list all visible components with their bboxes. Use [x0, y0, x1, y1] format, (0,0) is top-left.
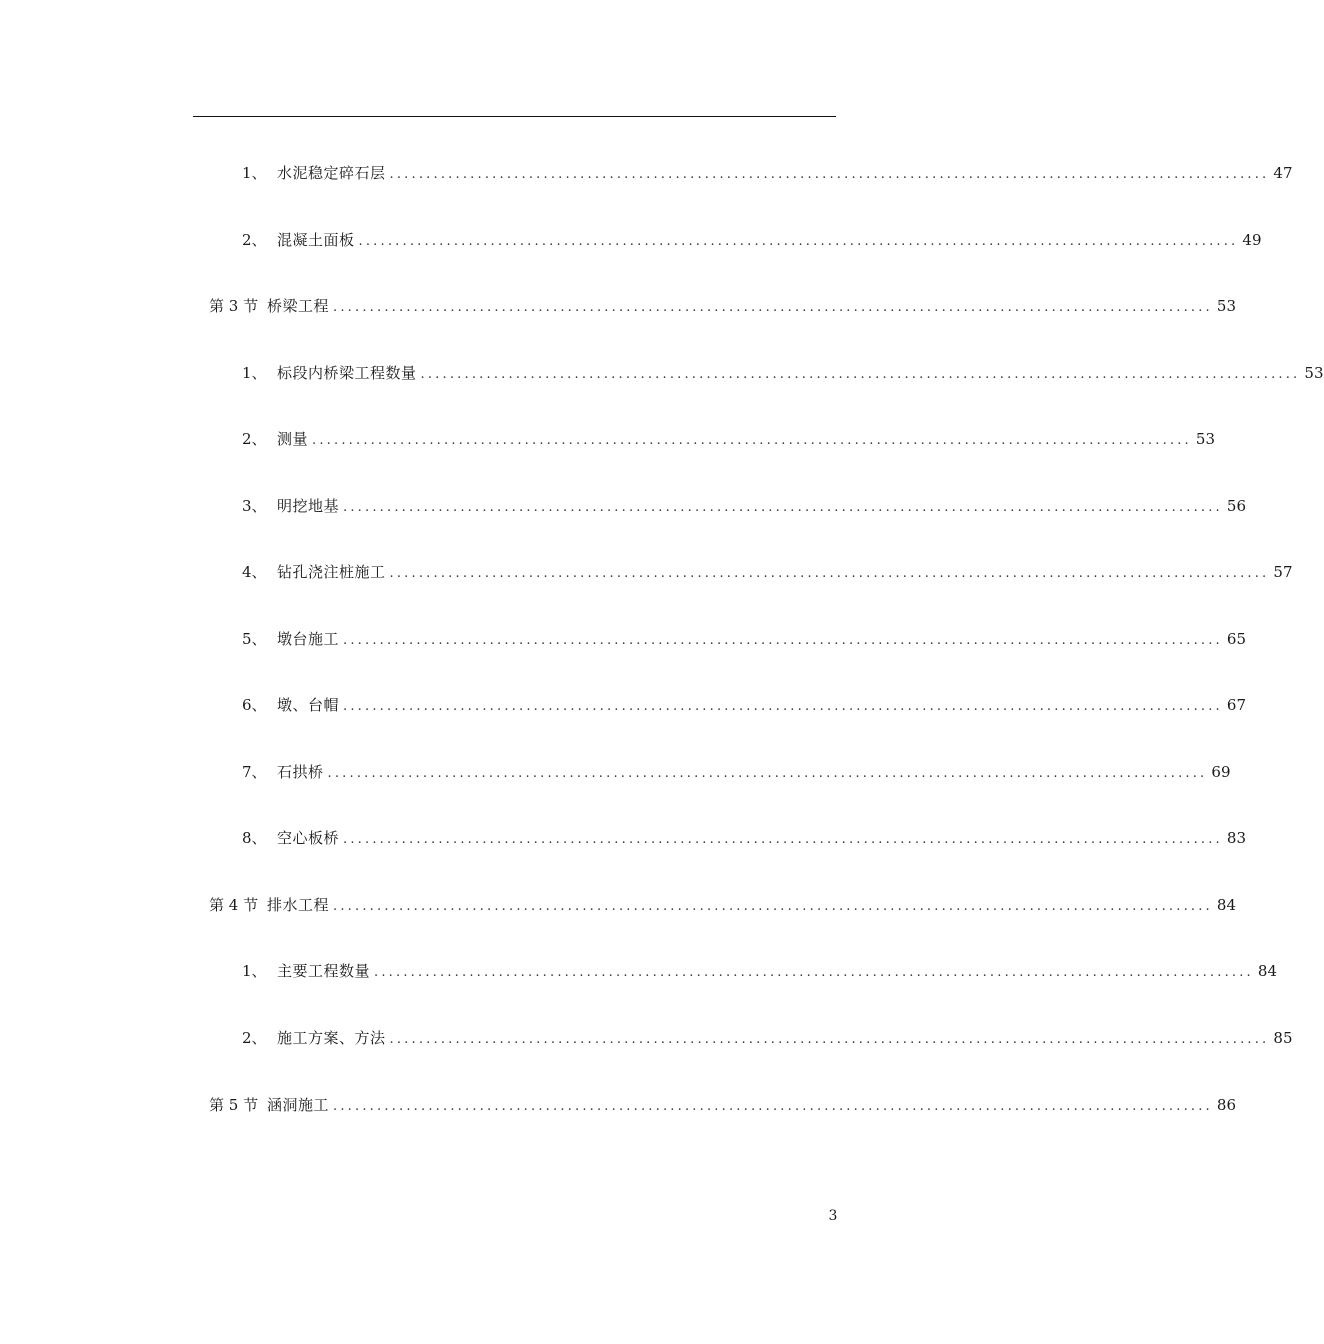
toc-entry-title: 空心板桥	[277, 829, 340, 847]
toc-entry-number: 1、	[242, 164, 267, 182]
toc-entry-number: 4、	[242, 563, 267, 581]
toc-entry[interactable]	[242, 427, 1215, 451]
toc-entry-title: 主要工程数量	[277, 962, 371, 980]
toc-entry-page: 69	[1211, 763, 1231, 781]
toc-entry-title: 测量	[277, 430, 309, 448]
toc-entry-page: 57	[1273, 563, 1293, 581]
toc-entry-page: 65	[1226, 630, 1246, 648]
toc-entry-title: 标段内桥梁工程数量	[277, 364, 417, 382]
toc-entry[interactable]	[242, 161, 1293, 185]
dot-leader: ........................................................................................................................	[374, 965, 1254, 980]
toc-entry-title: 石拱桥	[277, 763, 324, 781]
toc-entry-title: 墩台施工	[277, 630, 340, 648]
toc-entry-title: 施工方案、方法	[277, 1029, 386, 1047]
toc-entry-number: 2、	[242, 231, 267, 249]
toc-entry-title: 桥梁工程	[267, 297, 330, 315]
toc-entry-title: 水泥稳定碎石层	[277, 164, 386, 182]
toc-entry-number: 7、	[242, 763, 267, 781]
toc-entry-number: 第 3 节	[209, 297, 259, 315]
dot-leader: ........................................................................................................................	[343, 699, 1223, 714]
toc-entry-page: 83	[1226, 829, 1246, 847]
dot-leader: ........................................................................................................................	[358, 234, 1239, 249]
toc-entry-number: 1、	[242, 364, 267, 382]
dot-leader: ........................................................................................................................	[343, 633, 1223, 648]
toc-entry-page: 53	[1304, 364, 1324, 382]
toc-entry-page: 47	[1273, 164, 1293, 182]
page-number: 3	[828, 1208, 838, 1224]
toc-entry[interactable]	[242, 627, 1246, 651]
toc-entry[interactable]	[242, 693, 1246, 717]
toc-entry[interactable]	[242, 959, 1277, 983]
toc-entry-page: 86	[1216, 1096, 1236, 1114]
toc-entry-title: 混凝土面板	[277, 231, 355, 249]
toc-entry-page: 49	[1242, 231, 1262, 249]
toc-entry-page: 53	[1195, 430, 1215, 448]
toc-entry-number: 1、	[242, 962, 267, 980]
dot-leader: ........................................................................................................................	[327, 766, 1208, 781]
dot-leader: ........................................................................................................................	[333, 1099, 1213, 1114]
toc-entry-number: 第 4 节	[209, 896, 259, 914]
toc-entry-page: 84	[1257, 962, 1277, 980]
toc-entry[interactable]	[242, 826, 1246, 850]
toc-entry-number: 2、	[242, 430, 267, 448]
toc-entry-page: 67	[1226, 696, 1246, 714]
toc-entry-title: 明挖地基	[277, 497, 340, 515]
toc-entry[interactable]	[242, 1026, 1293, 1050]
dot-leader: ........................................................................................................................	[343, 500, 1223, 515]
toc-entry[interactable]	[209, 893, 1236, 917]
toc-entry-number: 第 5 节	[209, 1096, 259, 1114]
dot-leader: ........................................................................................................................	[333, 300, 1213, 315]
toc-entry-title: 钻孔浇注桩施工	[277, 563, 386, 581]
toc-entry-number: 5、	[242, 630, 267, 648]
toc-entry-page: 84	[1216, 896, 1236, 914]
toc-entry[interactable]	[209, 1093, 1236, 1117]
dot-leader: ........................................................................................................................	[333, 899, 1213, 914]
dot-leader: ........................................................................................................................	[389, 566, 1270, 581]
toc-entry[interactable]	[242, 760, 1231, 784]
toc-entry-number: 8、	[242, 829, 267, 847]
toc-entry-title: 涵洞施工	[267, 1096, 330, 1114]
dot-leader: ........................................................................................................................	[420, 367, 1301, 382]
toc-entry[interactable]	[242, 228, 1262, 252]
toc-entry-page: 53	[1216, 297, 1236, 315]
toc-entry-number: 3、	[242, 497, 267, 515]
header-rule	[193, 116, 836, 117]
toc-entry-page: 56	[1226, 497, 1246, 515]
dot-leader: ........................................................................................................................	[343, 832, 1223, 847]
toc-entry[interactable]	[242, 361, 1324, 385]
toc-entry-title: 墩、台帽	[277, 696, 340, 714]
toc-entry[interactable]	[209, 294, 1236, 318]
toc-entry[interactable]	[242, 560, 1293, 584]
toc-entry-title: 排水工程	[267, 896, 330, 914]
dot-leader: ........................................................................................................................	[312, 433, 1192, 448]
toc-entry-number: 2、	[242, 1029, 267, 1047]
toc-entry-page: 85	[1273, 1029, 1293, 1047]
toc-entry[interactable]	[242, 494, 1246, 518]
dot-leader: ........................................................................................................................	[389, 167, 1270, 182]
dot-leader: ........................................................................................................................	[389, 1032, 1270, 1047]
toc-entry-number: 6、	[242, 696, 267, 714]
